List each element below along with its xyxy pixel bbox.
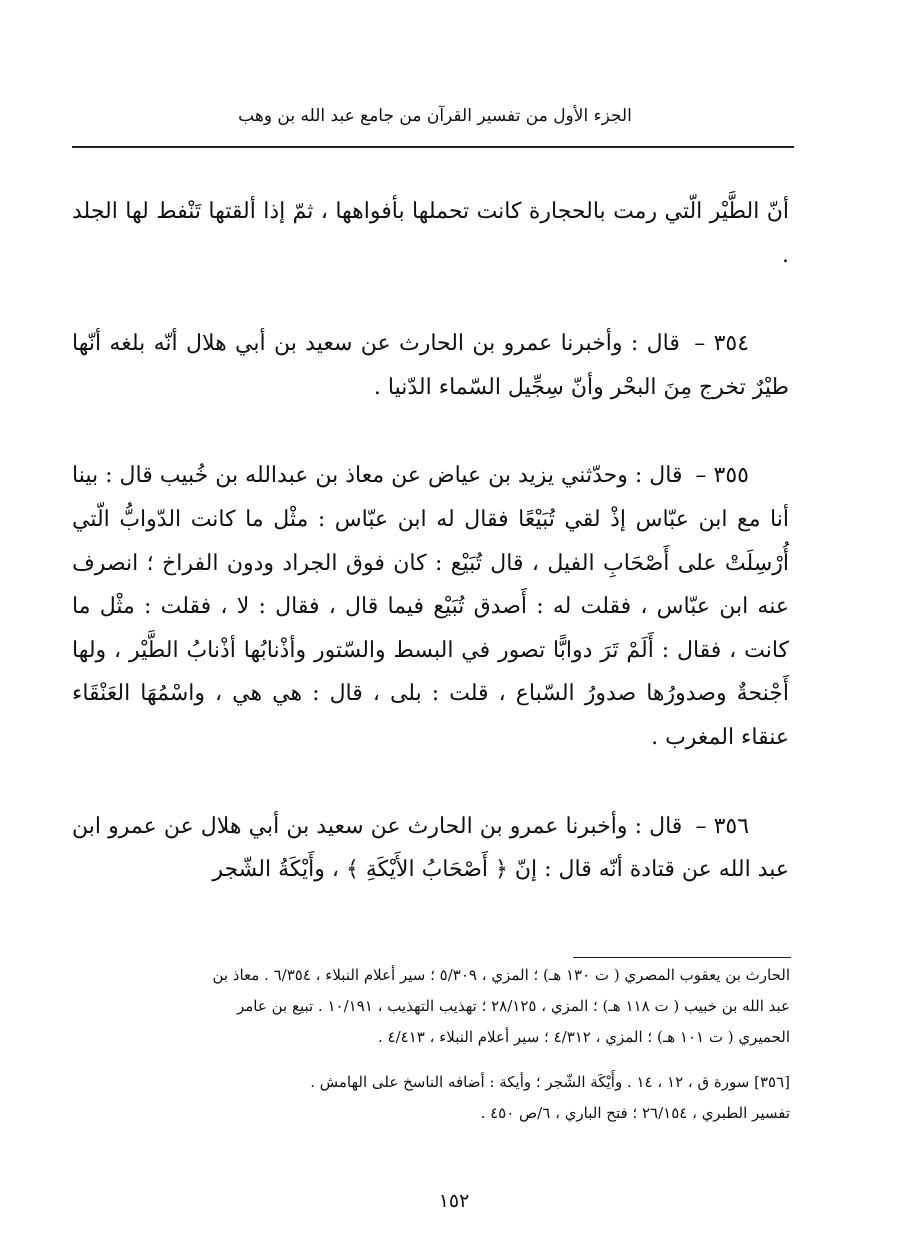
paragraph-text: قال : وحدّثني يزيد بن عياض عن معاذ بن عبدالله بن خُبيب قال : بينا أنا مع ابن عبّاس إذْ لقي تُبَيْعًا فقال له ابن عبّاس : مثْل ما كانت الدّوابُّ الّتي أُرْسِلَتْ على أَصْحَابِ الفيل ، قال تُبَيْع : كان فوق الجراد ودون الفراخ ؛ انصرف عنه ابن عبّاس ، فقلت له : أَصدق تُبَيْع فيما قال ، فقال : لا ، فقلت : مثْل ما كانت ، فقال : أَلَمْ تَرَ دوابًّا تصور في البسط والسّتور وأذْنابُها أذْنابُ الطَّيْر ، ولها أَجْنحةٌ وصدورُها صدورُ السّباع ، قلت : بلى ، قال : هي هي ، واسْمُهَا العَنْقَاء عنقاء المغرب .	[72, 463, 789, 750]
footnote-line: الحارث بن يعقوب المصري ( ت ١٣٠ هـ) ؛ المزي ، ٥/٣٠٩ ؛ سير أعلام النبلاء ، ٦/٣٥٤ . معاذ بن	[212, 966, 790, 984]
running-header: الجزء الأول من تفسير القرآن من جامع عبد الله بن وهب	[238, 106, 632, 126]
footnote-line: تفسير الطبري ، ٢٦/١٥٤ ؛ فتح الباري ، ٦/ص ٤٥٠ .	[480, 1104, 790, 1122]
paragraph-number: ٣٥٦ –	[695, 813, 750, 839]
footnote-line: الحميري ( ت ١٠١ هـ) ؛ المزي ، ٤/٣١٢ ؛ سير أعلام النبلاء ، ٤/٤١٣ .	[378, 1028, 790, 1046]
paragraph-354	[72, 322, 789, 409]
footnote-rule	[573, 957, 791, 958]
main-text	[72, 190, 789, 937]
footnote-356	[70, 1067, 790, 1129]
footnote-line: [٣٥٦] سورة ق ، ١٢ ، ١٤ . وأَيْكَة الشّجر ؛ وأيكة : أضافه الناسخ على الهامش .	[310, 1073, 790, 1091]
paragraph-text: قال : وأخبرنا عمرو بن الحارث عن سعيد بن أبي هلال عن عمرو ابن عبد الله عن قتادة أنّه قال : إنّ ﴿ أَصْحَابُ الأَيْكَةِ ﴾ ، وأَيْكَةُ الشّجر	[72, 813, 789, 883]
page-number: ١٥٢	[438, 1190, 470, 1212]
paragraph-355	[72, 454, 789, 759]
footnote-355	[70, 960, 790, 1053]
paragraph-number: ٣٥٥ –	[695, 463, 749, 489]
paragraph-text: قال : وأخبرنا عمرو بن الحارث عن سعيد بن أبي هلال أنّه بلغه أنّها طيْرٌ تخرج مِنَ البحْر وأنّ سِجِّيل السّماء الدّنيا .	[72, 331, 789, 400]
footnotes	[70, 960, 790, 1143]
paragraph-continuation	[72, 190, 789, 277]
paragraph-text: أنّ الطَّيْر الّتي رمت بالحجارة كانت تحملها بأفواهها ، ثمّ إذا ألقتها تَنْفط لها الجلد .	[72, 199, 789, 268]
footnote-line: عبد الله بن خبيب ( ت ١١٨ هـ) ؛ المزي ، ٢٨/١٢٥ ؛ تهذيب التهذيب ، ١٠/١٩١ . تبيع بن عامر	[237, 997, 790, 1015]
paragraph-number: ٣٥٤ –	[694, 331, 750, 357]
paragraph-356	[72, 805, 789, 892]
header-rule	[72, 146, 794, 148]
